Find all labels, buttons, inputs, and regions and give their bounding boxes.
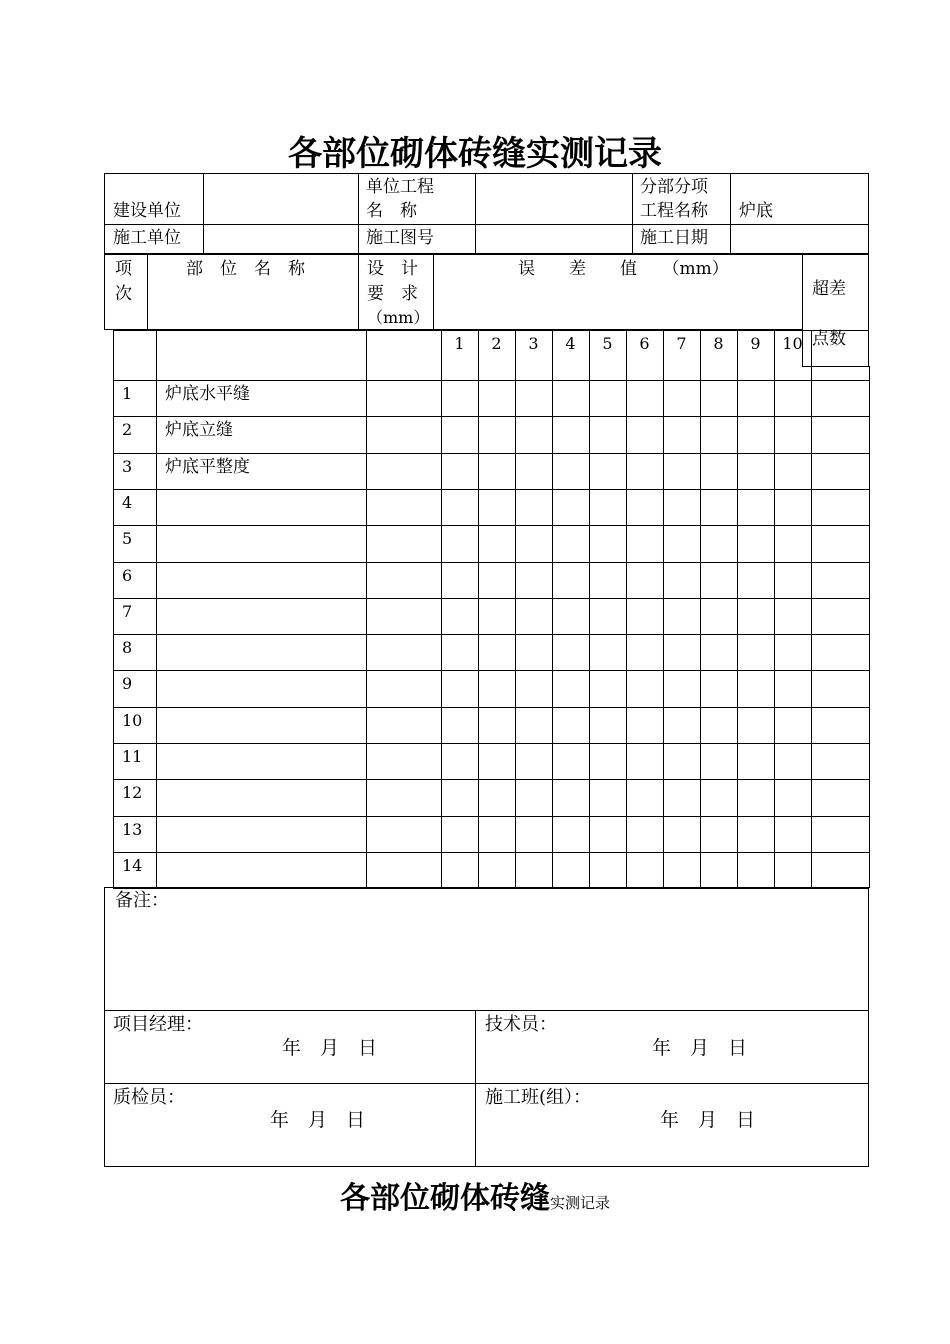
grid-line xyxy=(113,330,114,888)
row-part-name[interactable]: 炉底平整度 xyxy=(165,457,250,477)
tech-label: 技术员： xyxy=(485,1014,557,1035)
grid-line xyxy=(113,670,869,671)
grid-line xyxy=(552,330,553,888)
error-header: 误 差 值 （mm） xyxy=(518,259,729,279)
point-header-2: 2 xyxy=(491,334,502,353)
item-header: 项 xyxy=(115,259,132,279)
grid-line xyxy=(700,330,701,888)
grid-line xyxy=(113,779,869,780)
grid-line xyxy=(113,816,869,817)
part-name-header: 部 位 名 称 xyxy=(186,259,305,279)
pm-label: 项目经理： xyxy=(113,1014,203,1035)
remarks-label: 备注： xyxy=(115,890,169,911)
grid-line xyxy=(441,330,442,888)
grid-line xyxy=(156,330,157,888)
point-header-5: 5 xyxy=(602,334,613,353)
row-number: 11 xyxy=(122,747,143,766)
item-header-2: 次 xyxy=(115,284,132,304)
pm-date[interactable]: 年 月 日 xyxy=(282,1037,378,1059)
build-unit-label: 建设单位 xyxy=(113,201,181,221)
point-header-8: 8 xyxy=(713,334,724,353)
sub-project-value[interactable]: 炉底 xyxy=(739,201,773,221)
grid-line xyxy=(737,330,738,888)
row-number: 3 xyxy=(122,457,133,476)
grid-line xyxy=(113,634,869,635)
row-number: 8 xyxy=(122,638,133,657)
grid-line xyxy=(113,380,869,381)
design-header: 设 计 xyxy=(367,259,418,279)
unit-project-label: 单位工程 xyxy=(366,177,434,197)
row-number: 10 xyxy=(122,711,143,730)
point-header-3: 3 xyxy=(528,334,539,353)
grid-line xyxy=(113,562,869,563)
grid-line xyxy=(663,330,664,888)
row-number: 9 xyxy=(122,674,133,693)
grid-line xyxy=(113,453,869,454)
point-header-4: 4 xyxy=(565,334,576,353)
grid-line xyxy=(869,366,870,888)
footer-title xyxy=(0,1173,950,1217)
footer-title-main: 各部位砌体砖缝 xyxy=(339,1181,550,1216)
grid-line xyxy=(113,330,869,331)
remarks-box xyxy=(104,887,869,1011)
grid-line xyxy=(366,330,367,888)
team-label: 施工班(组）： xyxy=(485,1087,592,1108)
grid-line xyxy=(774,330,775,888)
construction-unit-label: 施工单位 xyxy=(113,228,181,248)
grid-line xyxy=(113,416,869,417)
row-number: 5 xyxy=(122,529,133,548)
point-header-1: 1 xyxy=(454,334,465,353)
row-part-name[interactable]: 炉底立缝 xyxy=(165,420,233,440)
point-header-6: 6 xyxy=(639,334,650,353)
row-number: 1 xyxy=(122,384,133,403)
grid-line xyxy=(478,330,479,888)
sub-project-label: 分部分项 xyxy=(640,177,708,197)
row-number: 12 xyxy=(122,783,143,802)
design-header-2: 要 求 xyxy=(367,284,418,304)
grid-line xyxy=(113,489,869,490)
page-title: 各部位砌体砖缝实测记录 xyxy=(288,134,662,174)
grid-line xyxy=(515,330,516,888)
grid-line xyxy=(626,330,627,888)
point-header-7: 7 xyxy=(676,334,687,353)
row-number: 6 xyxy=(122,566,133,585)
design-header-3: （mm） xyxy=(367,308,430,327)
footer-title-suffix: 实测记录 xyxy=(549,1194,610,1212)
grid-line xyxy=(113,743,869,744)
sub-project-label-2: 工程名称 xyxy=(640,201,708,221)
row-number: 4 xyxy=(122,493,133,512)
grid-line xyxy=(113,525,869,526)
qc-label: 质检员： xyxy=(113,1087,185,1108)
tech-date[interactable]: 年 月 日 xyxy=(652,1037,748,1059)
qc-date[interactable]: 年 月 日 xyxy=(270,1109,366,1131)
grid-line xyxy=(113,707,869,708)
exceed-header-2: 点数 xyxy=(812,329,846,349)
unit-project-label-2: 名 称 xyxy=(366,201,417,221)
exceed-header-cell xyxy=(802,254,869,367)
drawing-no-label: 施工图号 xyxy=(366,228,434,248)
team-date[interactable]: 年 月 日 xyxy=(660,1109,756,1131)
row-number: 14 xyxy=(122,856,143,875)
construction-date-label: 施工日期 xyxy=(640,228,708,248)
grid-line xyxy=(811,330,812,888)
row-number: 7 xyxy=(122,602,133,621)
row-number: 2 xyxy=(122,420,133,439)
grid-line xyxy=(113,598,869,599)
point-header-9: 9 xyxy=(750,334,761,353)
point-header-10: 10 xyxy=(782,334,803,353)
grid-line xyxy=(589,330,590,888)
row-number: 13 xyxy=(122,820,143,839)
grid-line xyxy=(113,852,869,853)
row-part-name[interactable]: 炉底水平缝 xyxy=(165,384,250,404)
exceed-header: 超差 xyxy=(812,279,846,299)
